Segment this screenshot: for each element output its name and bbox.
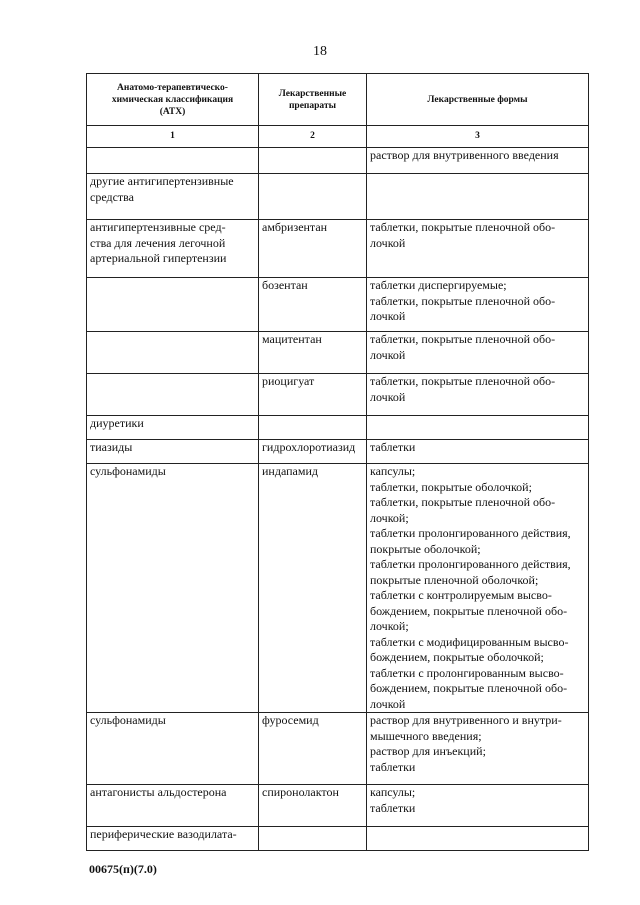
atx-cell: антигипертензивные сред- ства для лечения легочной артериальной гипертензии (87, 220, 259, 278)
drug-cell: риоцигуат (259, 374, 367, 416)
drug-cell: гидрохлоротиазид (259, 440, 367, 464)
atx-cell: сульфонамиды (87, 464, 259, 713)
drug-cell (259, 416, 367, 440)
table-row (87, 827, 589, 851)
table-header-row (87, 74, 589, 126)
table-row (87, 148, 589, 174)
forms-cell: таблетки, покрытые пленочной обо- лочкой (367, 220, 589, 278)
table-row (87, 416, 589, 440)
forms-cell: таблетки диспергируемые; таблетки, покрытые пленочной обо- лочкой (367, 278, 589, 332)
document-code: 00675(п)(7.0) (89, 862, 157, 876)
forms-cell: капсулы; таблетки, покрытые оболочкой; таблетки, покрытые пленочной обо- лочкой; таблетки пролонгированного действия, покрытые оболочкой; таблетки пролонгированного действия, покрытые пленочной оболочкой; таблетки с контролируемым высво- бождением, покрытые пленочной обо- лочкой; таблетки с модифицированным высво- бождением, покрытые оболочкой; таблетки с пролонгированным высво- бождением, покрытые пленочной обо- лочкой (367, 464, 589, 713)
header-forms: Лекарственные формы (367, 74, 589, 126)
drug-cell: бозентан (259, 278, 367, 332)
forms-cell: раствор для внутривенного и внутри- мышечного введения; раствор для инъекций; таблетки (367, 713, 589, 785)
column-number: 3 (367, 126, 589, 148)
atx-cell: другие антигипертензивные средства (87, 174, 259, 220)
atx-cell (87, 278, 259, 332)
column-number: 1 (87, 126, 259, 148)
atx-cell (87, 332, 259, 374)
forms-cell: таблетки, покрытые пленочной обо- лочкой (367, 374, 589, 416)
atx-cell: тиазиды (87, 440, 259, 464)
drug-table (86, 73, 589, 851)
table-row (87, 464, 589, 713)
forms-cell (367, 827, 589, 851)
atx-cell (87, 148, 259, 174)
table-row (87, 785, 589, 827)
header-atx: Анатомо-терапевтическо- химическая классификация (АТХ) (87, 74, 259, 126)
table-row (87, 174, 589, 220)
table-row (87, 713, 589, 785)
forms-cell: раствор для внутривенного введения (367, 148, 589, 174)
table-row (87, 374, 589, 416)
forms-cell: таблетки, покрытые пленочной обо- лочкой (367, 332, 589, 374)
drug-cell: фуросемид (259, 713, 367, 785)
table-row (87, 332, 589, 374)
forms-cell: капсулы; таблетки (367, 785, 589, 827)
page-number: 18 (313, 44, 327, 59)
drug-cell: мацитентан (259, 332, 367, 374)
atx-cell: периферические вазодилата- (87, 827, 259, 851)
atx-cell: сульфонамиды (87, 713, 259, 785)
drug-cell: амбризентан (259, 220, 367, 278)
column-number-row (87, 126, 589, 148)
forms-cell: таблетки (367, 440, 589, 464)
forms-cell (367, 174, 589, 220)
table-row (87, 278, 589, 332)
forms-cell (367, 416, 589, 440)
drug-cell (259, 174, 367, 220)
table-row (87, 440, 589, 464)
atx-cell: антагонисты альдостерона (87, 785, 259, 827)
atx-cell (87, 374, 259, 416)
drug-cell: индапамид (259, 464, 367, 713)
header-drugs: Лекарственные препараты (259, 74, 367, 126)
column-number: 2 (259, 126, 367, 148)
drug-cell (259, 827, 367, 851)
drug-cell (259, 148, 367, 174)
drug-cell: спиронолактон (259, 785, 367, 827)
atx-cell: диуретики (87, 416, 259, 440)
table-row (87, 220, 589, 278)
